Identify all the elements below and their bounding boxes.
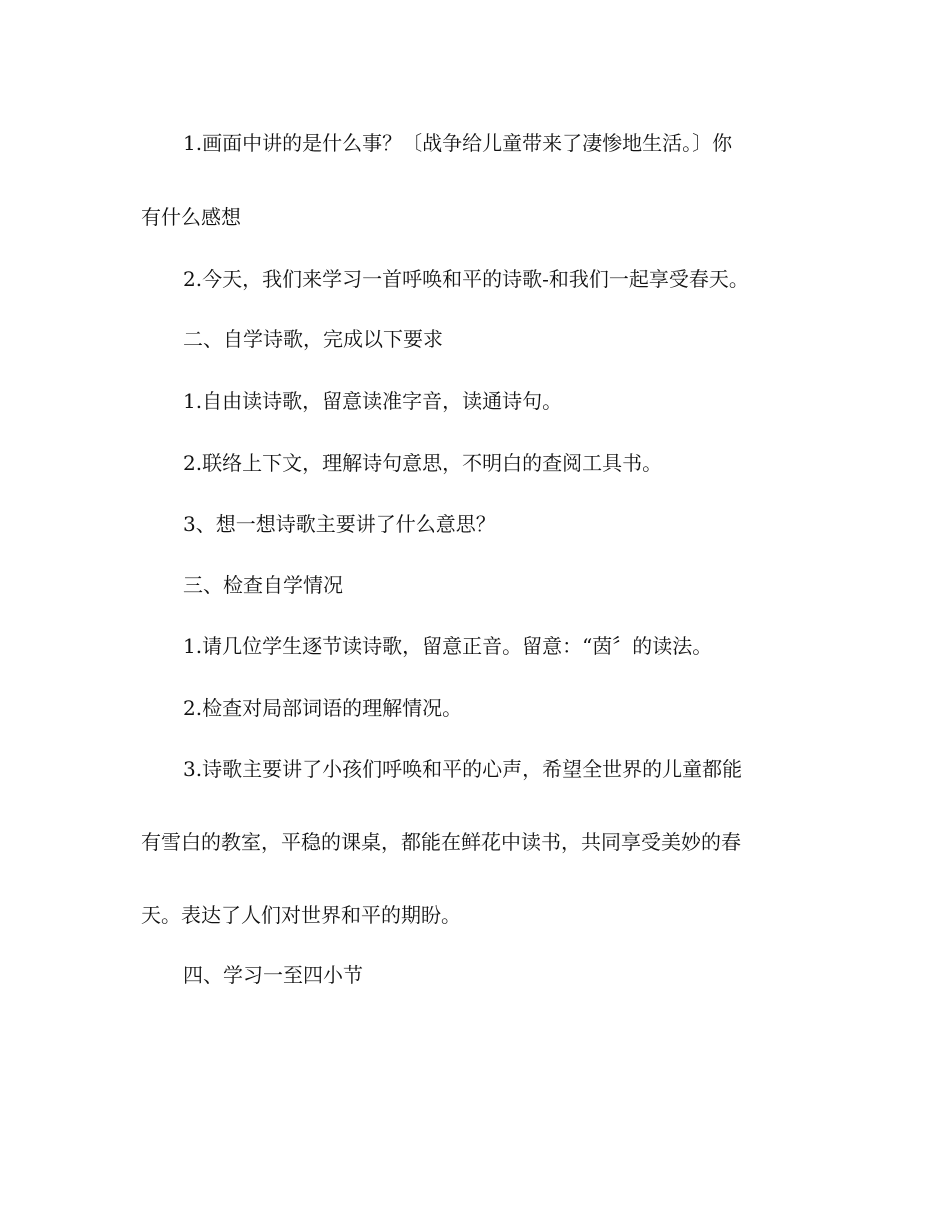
paragraph-line: 有雪白的教室，平稳的课桌，都能在鲜花中读书，共同享受美妙的春 — [141, 830, 741, 854]
paragraph-line: 3.诗歌主要讲了小孩们呼唤和平的心声，希望全世界的儿童都能 — [183, 757, 743, 781]
paragraph-line: 1.自由读诗歌，留意读准字音，读通诗句。 — [183, 389, 563, 413]
paragraph-line: 3、想一想诗歌主要讲了什么意思？ — [183, 512, 496, 536]
section-heading: 三、检查自学情况 — [183, 573, 343, 597]
paragraph-line: 2.联络上下文，理解诗句意思，不明白的查阅工具书。 — [183, 451, 663, 475]
paragraph-line: 1.画面中讲的是什么事？〔战争给儿童带来了凄惨地生活。〕你 — [183, 131, 733, 155]
paragraph-line: 有什么感想 — [141, 205, 241, 229]
section-heading: 四、学习一至四小节 — [183, 963, 363, 987]
paragraph-line: 2.今天，我们来学习一首呼唤和平的诗歌-和我们一起享受春天。 — [183, 267, 749, 291]
paragraph-line: 1.请几位学生逐节读诗歌，留意正音。留意：“茵〞的读法。 — [183, 634, 713, 658]
paragraph-line: 2.检查对局部词语的理解情况。 — [183, 696, 463, 720]
paragraph-line: 天。表达了人们对世界和平的期盼。 — [141, 903, 461, 927]
section-heading: 二、自学诗歌，完成以下要求 — [183, 327, 443, 351]
